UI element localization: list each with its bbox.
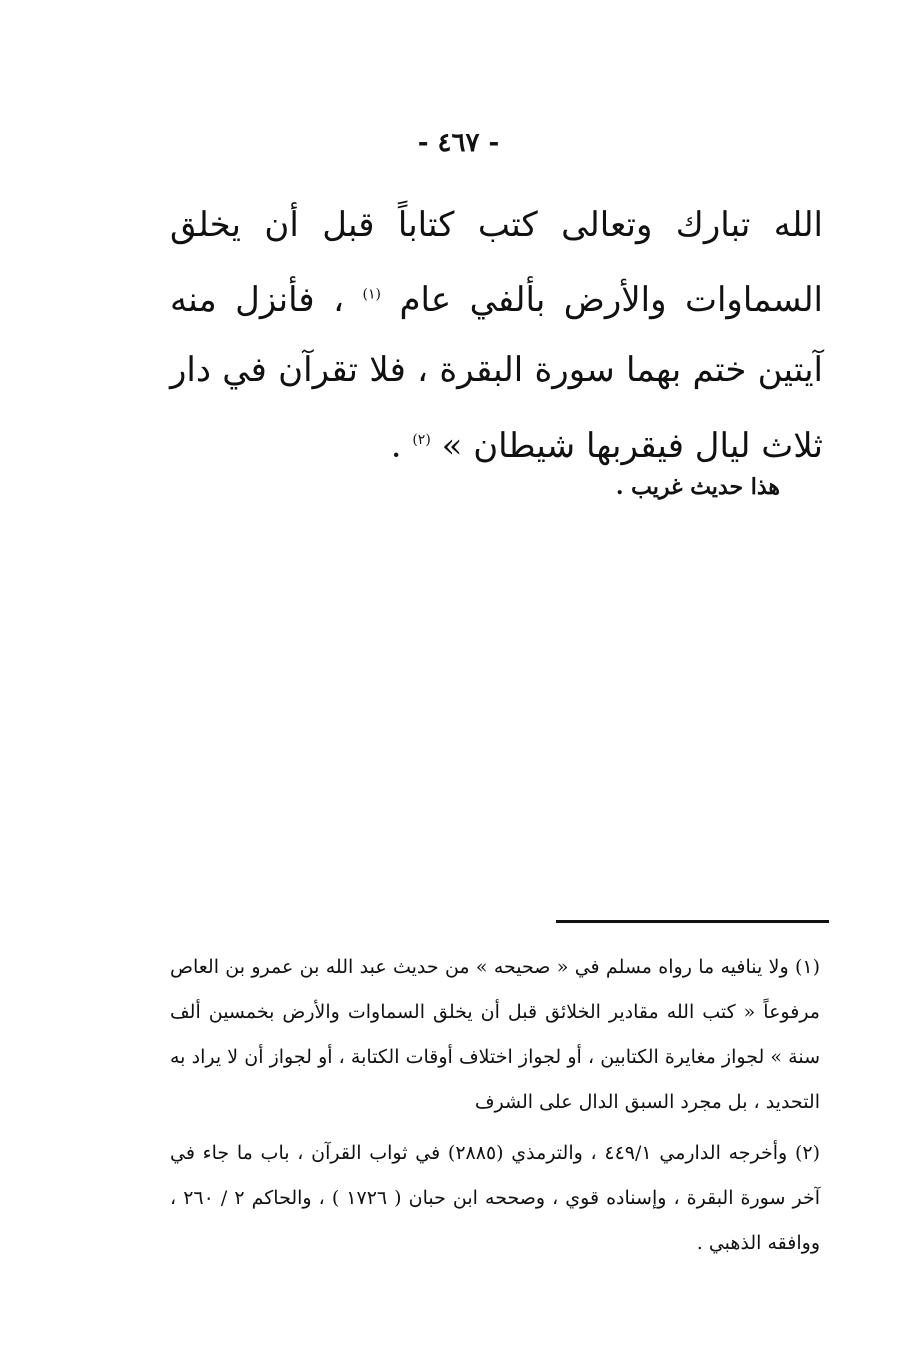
footnote-2: (٢) وأخرجه الدارمي ٤٤٩/١ ، والترمذي (٢٨٨٥) في ثواب القرآن ، باب ما جاء في آخر سورة البقرة ، وإسناده قوي ، وصححه ابن حبان ( ١٧٢٦ ) ، والحاكم ٢ / ٢٦٠ ، ووافقه الذهبي .	[170, 1142, 821, 1254]
hadith-text	[170, 190, 823, 481]
footnotes-section	[170, 945, 820, 1272]
hadith-body	[170, 205, 823, 466]
hadith-end-punct: .	[390, 425, 402, 466]
footnote-ref-2: (٢)	[412, 432, 431, 449]
footnote-1: (١) ولا ينافيه ما رواه مسلم في « صحيحه » من حديث عبد الله بن عمرو بن العاص مرفوعاً « كتب الله مقادير الخلائق قبل أن يخلق السماوات والأرض بخمسين ألف سنة » لجواز مغايرة الكتابين ، أو لجواز اختلاف أوقات الكتابة ، أو لجواز أن لا يراد به التحديد ، بل مجرد السبق الدال على الشرف	[170, 956, 820, 1113]
footnote-ref-1: (١)	[362, 287, 382, 303]
hadith-body-part-2: ، فأنزل منه آيتين ختم بهما سورة البقرة ، فلا تقرآن في دار ثلاث ليال فيقربها شيطان »	[170, 280, 823, 466]
hadith-body-part-1: الله تبارك وتعالى كتب كتاباً قبل أن يخلق السماوات والأرض بألفي عام	[170, 205, 824, 321]
hadith-grading: هذا حديث غريب .	[615, 474, 780, 500]
page-number: - ٤٦٧ -	[417, 128, 500, 158]
footnote-divider	[556, 920, 829, 923]
